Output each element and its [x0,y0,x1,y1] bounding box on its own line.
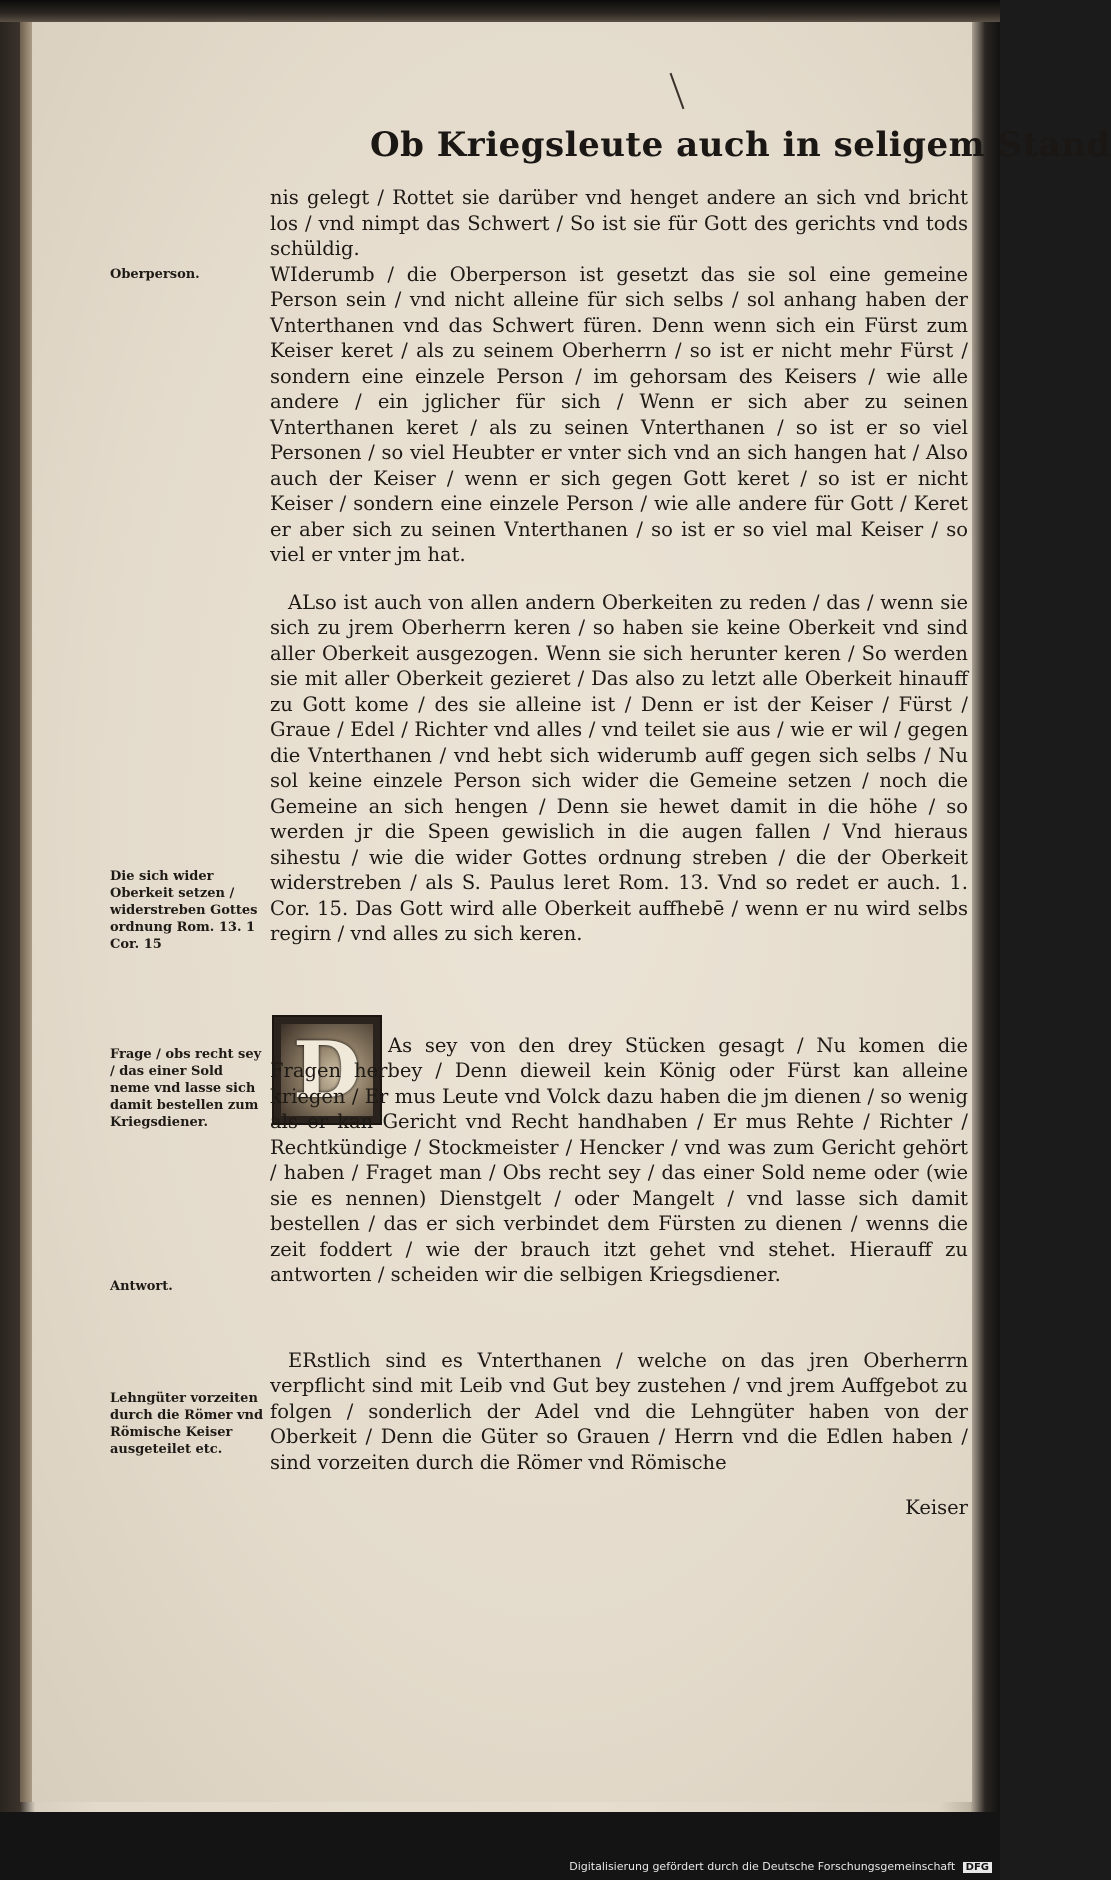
margin-note-frage: Frage / obs recht sey / das einer Sold neme vnd lasse sich damit bestellen zum Kriegsdiener. [110,1047,262,1130]
scan-top-band [0,0,1000,22]
margin-note-widerstreben: Die sich wider Oberkeit setzen / widerstreben Gottes ordnung Rom. 13. 1 Cor. 15 [110,869,258,952]
dfg-logo: DFG [963,1862,992,1873]
margin-note-lehnguter: Lehngüter vorzeiten durch die Römer vnd Römische Keiser ausgeteilet etc. [110,1391,264,1457]
main-text-block [270,185,968,947]
paragraph-oberperson: WIderumb / die Oberperson ist gesetzt das sie sol eine gemeine Person sein / vnd nicht alleine für sich selbs / sol anhang haben der Vnterthanen vnd das Schwert füren. Denn wenn sich ein Fürst zum Keiser keret / als zu seinem Oberherrn / so ist er nicht mehr Fürst / sondern eine einzele Person / im gehorsam des Keisers / wie alle andere / ein jglicher für sich / Wenn er sich aber zu seinen Vnterthanen keret / als zu seinen Vnterthanen / so ist er so viel Personen / so viel Heubter er vnter sich vnd an sich hangen hat / Also auch der Keiser / wenn er sich gegen Gott keret / so ist er nicht Keiser / sondern eine einzele Person / wie alle andere für Gott / Keret er aber sich zu seinen Vnterthanen / so ist er so viel mal Keiser / so viel er vnter jm hat. [270,262,968,566]
initial-letter: D [281,1024,373,1116]
credit-text: Digitalisierung gefördert durch die Deutsche Forschungsgemeinschaft [569,1860,956,1873]
digitization-credit [569,1860,992,1873]
catchword: Keiser [905,1495,968,1519]
paragraph-oberkeiten: ALso ist auch von allen andern Oberkeiten zu reden / das / wenn sie sich zu jrem Oberherrn keren / so haben sie keine Oberkeit vnd sind aller Oberkeit ausgezogen. Wenn sie sich herunter keren / So werden sie mit aller Oberkeit gezieret / Das also zu letzt alle Oberkeit hinauff zu Gott kome / des sie alleine ist / Denn er ist der Keiser / Fürst / Graue / Edel / Richter vnd alles / vnd teilet sie aus / wie er wil / gegen die Vnterthanen / vnd hebt sich widerumb auff gegen sich selbs / Nu sol keine einzele Person sich wider die Gemeine setzen / noch die Gemeine an sich hengen / Denn sie hewet damit in die höhe / so werden jr die Speen gewislich in die augen fallen / Vnd hieraus sihestu / wie die wider Gottes ordnung streben / die der Oberkeit widerstreben / als S. Paulus leret Rom. 13. Vnd so redet er auch. 1. Cor. 15. Das Gott wird alle Oberkeit auffhebē / wenn er nu wird selbs regirn / vnd alles zu sich keren. [270,590,968,945]
margin-note-oberperson: Oberperson. [110,267,200,282]
margin-note-antwort: Antwort. [110,1279,173,1294]
running-head: Ob Kriegsleute auch in seligem Stand [370,125,1111,165]
paragraph-fragen: As sey von den drey Stücken gesagt / Nu komen die Fragen herbey / Denn dieweil kein König oder Fürst kan alleine kriegen / Er mus Leute vnd Volck dazu haben die jm dienen / so wenig als er kan Gericht vnd Recht handhaben / Er mus Rehte / Richter / Rechtkündige / Stockmeister / Hencker / vnd was zum Gericht gehört / haben / Fraget man / Obs recht sey / das einer Sold neme oder (wie sie es nennen) Dienstgelt / oder Mangelt / vnd lasse sich damit bestellen / das er sich verbindet dem Fürsten zu dienen / wenns die zeit foddert / wie der brauch itzt gehet vnd stehet. Hierauff zu antworten / scheiden wir die selbigen Kriegsdiener. [270,1033,968,1286]
paragraph-gap [270,568,968,590]
paragraph-continuation: nis gelegt / Rottet sie darüber vnd henget andere an sich vnd bricht los / vnd nimpt das Schwert / So ist sie für Gott des gerichts vnd tods schüldig. [270,186,968,260]
answer-section [270,1328,968,1520]
paragraph-erstlich: ERstlich sind es Vnterthanen / welche on das jren Oberherrn verpflicht sind mit Leib vnd Gut bey zustehen / vnd jrem Auffgebot zu folgen / sonderlich der Adel vnd die Lehngüter haben von der Oberkeit / Denn die Güter so Grauen / Herrn vnd die Edlen haben / sind vorzeiten durch die Römer vnd Römische [270,1348,968,1474]
question-section [270,1013,968,1307]
